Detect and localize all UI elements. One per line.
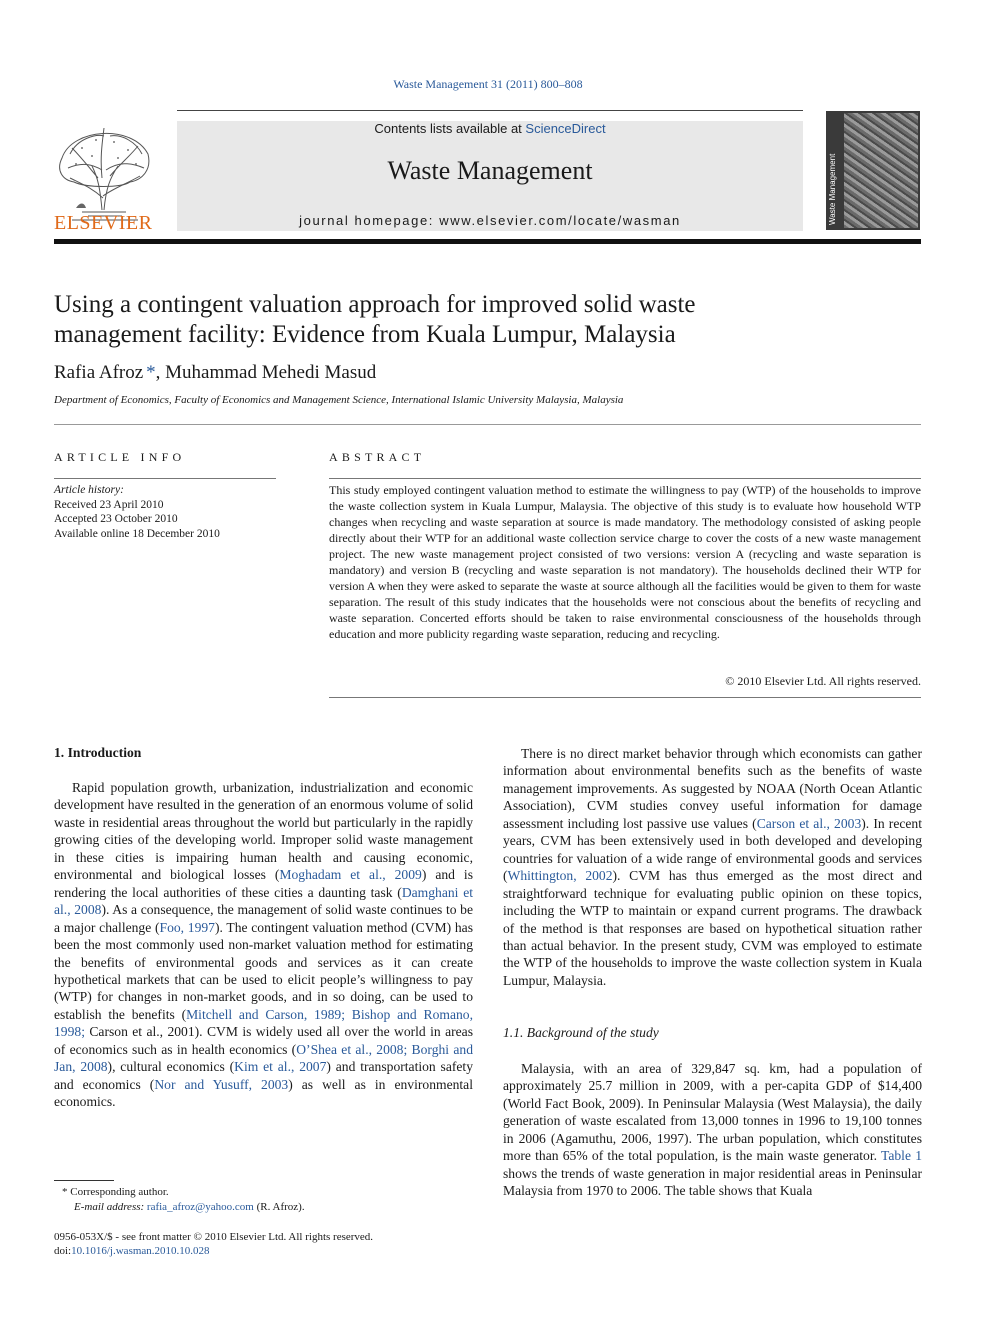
citation-link[interactable]: Table 1 (880, 1148, 922, 1164)
issn-line: 0956-053X/$ - see front matter © 2010 Elsevier Ltd. All rights reserved. (54, 1231, 374, 1243)
doi-prefix: doi: (54, 1245, 72, 1257)
paragraph (503, 1060, 922, 1200)
header-top-rule (177, 110, 803, 111)
footnote-rule (54, 1180, 114, 1181)
paragraph-text: ). CVM has thus emerged as the most direct and straightforward technique for evaluating public opinion on these topics, including the WTP to maintain or expand current programs. The drawback of the method is that responses are based on hypothetical situation rather than actual behavior. In the present study, CVM was employed to estimate the WTP of the households to improve the waste collection system in Kuala Lumpur, Malaysia. (503, 868, 922, 988)
subsection-heading-background: 1.1. Background of the study (503, 1025, 659, 1040)
contents-line (177, 121, 803, 136)
citation-link[interactable]: O’Shea et al., 2008; Borghi and Jan, 2008 (54, 1041, 473, 1075)
journal-citation[interactable]: Waste Management 31 (2011) 800–808 (393, 77, 583, 91)
footnote-corr-text: Corresponding author. (70, 1186, 169, 1198)
title-line-1: Using a contingent valuation approach for improved solid waste (54, 291, 696, 318)
title-line-2: management facility: Evidence from Kuala Lumpur, Malaysia (54, 321, 676, 348)
history-online: Available online 18 December 2010 (54, 527, 220, 540)
doi-link[interactable]: 10.1016/j.wasman.2010.10.028 (71, 1245, 210, 1257)
citation-link[interactable]: Whittington, 2002 (507, 868, 613, 884)
citation-link[interactable]: Foo, 1997 (159, 919, 215, 935)
paragraph (503, 745, 922, 989)
article-info-rule (54, 478, 276, 479)
email-label: E-mail address: (74, 1201, 145, 1213)
history-label: Article history: (54, 484, 124, 496)
article-title (54, 290, 924, 350)
paragraph-text: ) as well as in environmental economics. (54, 1076, 473, 1110)
citation-link[interactable]: Carson et al., 2003 (756, 815, 862, 831)
paragraph-text: Rapid population growth, urbanization, industrialization and economic development have resulted in the generation of an enormous volume of solid waste in residential areas throughout the world but particularly in the rapidly growing cities of the developing world. Improper solid waste management in these cities is impairing human health and causing economic, environmental and biological losses ( (54, 780, 473, 883)
footnote-email (54, 1201, 305, 1213)
author-2: Muhammad Mehedi Masud (165, 362, 377, 383)
paragraph (54, 779, 473, 1111)
footnote-corresponding (54, 1186, 169, 1198)
citation-link[interactable]: Moghadam et al., 2009 (279, 867, 422, 883)
paragraph-text: Carson et al., 2001). CVM is widely used all over the world in areas of economics such as in health economics ( (54, 1024, 473, 1057)
corresponding-author-mark[interactable]: * (146, 362, 156, 383)
citation-link[interactable]: Mitchell and Carson, 1989; Bishop and Romano, 1998; (54, 1006, 473, 1040)
author-list (54, 362, 376, 384)
body-column-right-bottom (503, 1060, 922, 1200)
doi-line (54, 1245, 210, 1257)
paragraph-text: ) and transportation safety and economics ( (54, 1059, 474, 1092)
affiliation-rule (54, 424, 921, 425)
section-heading-introduction: 1. Introduction (54, 745, 142, 760)
abstract-copyright: © 2010 Elsevier Ltd. All rights reserved. (725, 674, 921, 688)
footnote-mark: * (62, 1186, 68, 1198)
paragraph-text: ). In recent years, CVM has been extensively used in both developed and developing countries for valuation of a wide range of environmental goods and services ( (503, 815, 922, 884)
header-thick-rule (54, 239, 921, 244)
journal-title: Waste Management (387, 156, 593, 185)
cover-artwork (844, 113, 918, 228)
contents-prefix: Contents lists available at (374, 121, 526, 136)
abstract-text: This study employed contingent valuation method to estimate the willingness to pay (WTP) of the households to improve the waste collection system in Kuala Lumpur, Malaysia. The objective of this study is to evaluate how household WTP changes when recycling and waste separation at source is made mandatory. The methodology consisted of asking people directly about their WTP for an additional waste collection service charge to cover the costs of a new waste management project. The new waste management project consisted of two versions: version A (recycling and waste separation is mandatory) and version B (recycling and waste separation is not mandatory). The households declined their WTP for version A when they were asked to separate the waste at source although all the facilities would be given to them for waste separation. The result of this study indicates that the households were not conscious about the benefits of recycling and waste separation. Concerted efforts should be taken to raise environmental consciousness of the households through education and more publicity regarding waste separation, reducing and recycling. (329, 483, 921, 641)
paragraph-text: There is no direct market behavior through which economists can gather information about environmental benefits such as the benefits of waste management improvements. As suggested by NOAA (North Ocean Atlantic Association), CVM studies convey useful information for damage assessment including lost passive use values ( (503, 746, 922, 831)
email-suffix: (R. Afroz). (256, 1201, 305, 1213)
article-info-heading: ARTICLE INFO (54, 450, 186, 464)
journal-cover-thumbnail (826, 111, 920, 230)
affiliation: Department of Economics, Faculty of Economics and Management Science, International Islamic University Malaysia, Malaysia (54, 394, 624, 406)
elsevier-wordmark: ELSEVIER (54, 212, 153, 234)
paragraph-text: ). The contingent valuation method (CVM) has been the most commonly used non-market valuation method for estimating the benefits of environmental goods and services as it can create hypothetical markets that can be used to elicit people’s willingness to pay (WTP) for changes in non-market goods, and in so doing, can be used to establish the benefits ( (54, 919, 474, 1022)
citation-link[interactable]: Nor and Yusuff, 2003 (154, 1076, 289, 1092)
sciencedirect-link[interactable]: ScienceDirect (525, 121, 606, 136)
citation-link[interactable]: Damghani et al., 2008 (54, 884, 473, 918)
paragraph-text: ), cultural economics ( (107, 1059, 235, 1075)
paragraph-text: Malaysia, with an area of 329,847 sq. km, had a population of approximately 25.7 million in 2009, with a per-capita GDP of $14,400 (World Fact Book, 2009). In Peninsular Malaysia (West Malaysia), the daily generation of waste escalated from 13,000 tonnes in 1996 to 19,100 tonnes in 2006 (Agamuthu, 2006, 1997). The urban population, which constitutes more than 65% of the total population, is the main waste generator. (503, 1061, 922, 1164)
abstract-rule (329, 478, 921, 479)
abstract-bottom-rule (329, 697, 921, 698)
cover-spine-text: Waste Management (828, 153, 837, 225)
journal-homepage[interactable]: journal homepage: www.elsevier.com/locate/wasman (299, 213, 681, 228)
abstract-heading: ABSTRACT (329, 450, 426, 464)
citation-link[interactable]: Kim et al., 2007 (234, 1059, 327, 1075)
email-link[interactable]: rafia_afroz@yahoo.com (146, 1201, 254, 1213)
body-column-right-top (503, 745, 922, 989)
article-history (54, 483, 220, 541)
history-accepted: Accepted 23 October 2010 (54, 513, 178, 525)
paragraph-text: ). As a consequence, the management of solid waste continues to be a major challenge ( (54, 902, 473, 935)
history-received: Received 23 April 2010 (54, 498, 164, 511)
body-column-left (54, 779, 473, 1111)
paragraph-text: shows the trends of waste generation in major residential areas in Peninsular Malaysia from 1970 to 2006. The table shows that Kuala (503, 1165, 922, 1199)
author-1: Rafia Afroz (54, 362, 144, 383)
author-separator: , (155, 362, 166, 383)
paragraph-text: ) and is rendering the local authorities of these cities a daunting task ( (54, 867, 473, 900)
